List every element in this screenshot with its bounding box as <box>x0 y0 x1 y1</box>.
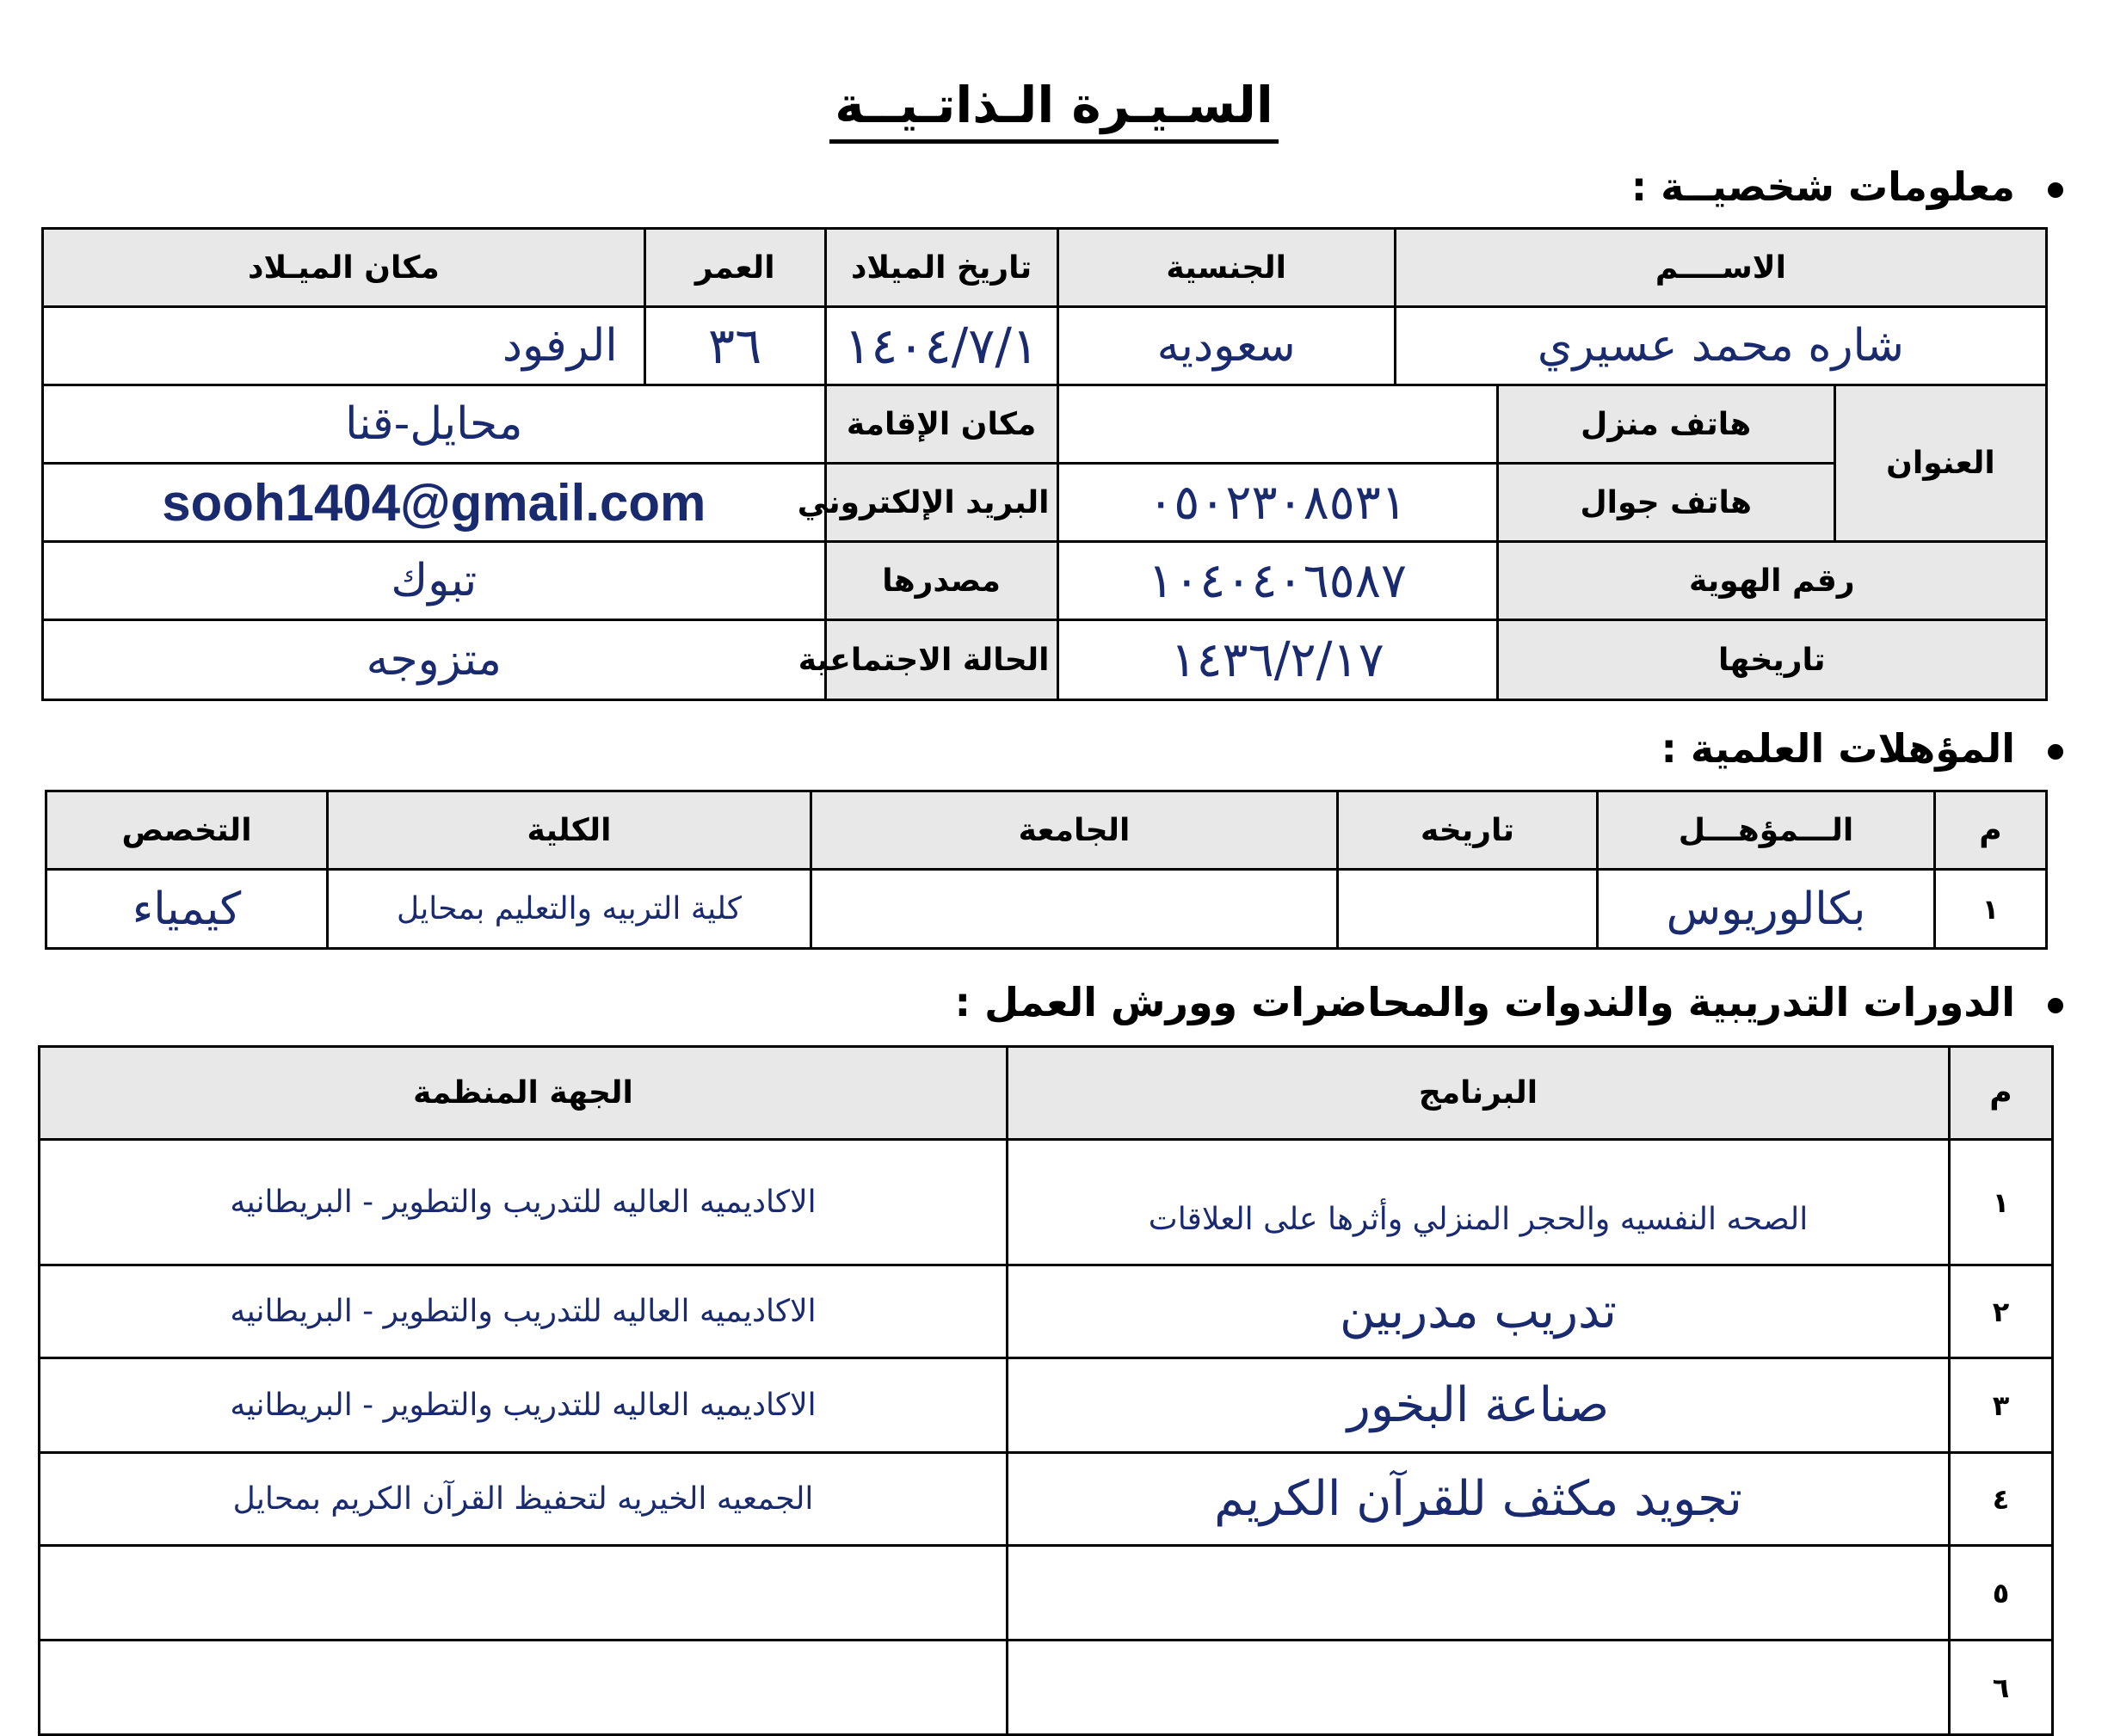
qual-header-college: الكلية <box>328 791 811 870</box>
table-row <box>40 1546 2053 1641</box>
name-value: شاره محمد عسيري <box>1395 307 2046 385</box>
course-organizer: الاكاديميه العاليه للتدريب والتطوير - البريطانيه <box>40 1265 1008 1358</box>
nationality-label: الجنسية <box>1057 229 1395 307</box>
home-phone-row <box>43 385 2047 464</box>
id-source-value: تبوك <box>43 542 826 620</box>
mobile-phone-value: ٠٥٠٢٣٠٨٥٣١ <box>1057 464 1497 542</box>
course-row-index: ١ <box>1950 1140 2053 1265</box>
course-program <box>1008 1641 1950 1735</box>
birth-date-label: تاريخ الميلاد <box>825 229 1057 307</box>
course-organizer <box>40 1546 1008 1641</box>
bullet-icon <box>2048 998 2063 1013</box>
course-row-index: ٤ <box>1950 1453 2053 1546</box>
course-program: صناعة البخور <box>1008 1358 1950 1453</box>
bullet-icon <box>2048 744 2063 760</box>
courses-header-row <box>40 1047 2053 1140</box>
course-program <box>1008 1546 1950 1641</box>
id-date-label: تاريخها <box>1497 620 2046 700</box>
course-organizer: الاكاديميه العاليه للتدريب والتطوير - البريطانيه <box>40 1358 1008 1453</box>
table-row <box>40 1140 2053 1265</box>
address-label: العنوان <box>1834 385 2046 542</box>
table-row <box>40 1358 2053 1453</box>
course-organizer: الاكاديميه العاليه للتدريب والتطوير - البريطانيه <box>40 1140 1008 1265</box>
course-row-index: ٦ <box>1950 1641 2053 1735</box>
courses-table <box>38 1045 2054 1736</box>
id-number-label: رقم الهوية <box>1497 542 2046 620</box>
qual-date-value <box>1338 870 1598 949</box>
qual-header-university: الجامعة <box>811 791 1338 870</box>
course-organizer <box>40 1641 1008 1735</box>
nationality-value: سعوديه <box>1057 307 1395 385</box>
qual-major-value: كيمياء <box>46 870 328 949</box>
name-label: الاســــم <box>1395 229 2046 307</box>
course-program: الصحه النفسيه والحجر المنزلي وأثرها على العلاقات <box>1008 1140 1950 1265</box>
residence-value: محايل-قنا <box>43 385 826 464</box>
birth-place-value: الرفود <box>43 307 645 385</box>
qual-college-value: كلية التربيه والتعليم بمحايل <box>328 870 811 949</box>
id-date-row <box>43 620 2047 700</box>
qual-header-degree: الـــمؤهـــل <box>1598 791 1935 870</box>
marital-status-value: متزوجه <box>43 620 826 700</box>
home-phone-value <box>1057 385 1497 464</box>
mobile-phone-label: هاتف جوال <box>1497 464 1834 542</box>
section-courses-heading: الدورات التدريبية والندوات والمحاضرات وورش العمل : <box>955 979 2063 1025</box>
course-organizer: الجمعيه الخيريه لتحفيظ القرآن الكريم بمحايل <box>40 1453 1008 1546</box>
course-program: تجويد مكثف للقرآن الكريم <box>1008 1453 1950 1546</box>
table-row <box>46 870 2047 949</box>
course-header-program: البرنامج <box>1008 1047 1950 1140</box>
id-number-row <box>43 542 2047 620</box>
qual-header-date: تاريخه <box>1338 791 1598 870</box>
email-label: البريد الإلكتروني <box>825 464 1057 542</box>
mobile-phone-row <box>43 464 2047 542</box>
course-header-index: م <box>1950 1047 2053 1140</box>
qual-university-value <box>811 870 1338 949</box>
marital-status-label: الحالة الاجتماعية <box>825 620 1057 700</box>
birth-date-value: ١٤٠٤/٧/١ <box>825 307 1057 385</box>
section-personal-heading: معلومات شخصيــة : <box>1631 163 2063 210</box>
id-number-value: ١٠٤٠٤٠٦٥٨٧ <box>1057 542 1497 620</box>
qual-degree-value: بكالوريوس <box>1598 870 1935 949</box>
bullet-icon <box>2048 182 2063 198</box>
qual-header-index: م <box>1935 791 2047 870</box>
id-source-label: مصدرها <box>825 542 1057 620</box>
age-label: العمر <box>644 229 825 307</box>
document-title: السـيـرة الـذاتـيــة <box>0 76 2108 144</box>
personal-info-table <box>41 227 2048 701</box>
qualifications-header-row <box>46 791 2047 870</box>
qual-row-index: ١ <box>1935 870 2047 949</box>
course-program: تدريب مدربين <box>1008 1265 1950 1358</box>
table-row <box>40 1641 2053 1735</box>
course-header-organizer: الجهة المنظمة <box>40 1047 1008 1140</box>
id-date-value: ١٤٣٦/٢/١٧ <box>1057 620 1497 700</box>
qual-header-major: التخصص <box>46 791 328 870</box>
course-row-index: ٢ <box>1950 1265 2053 1358</box>
qualifications-table <box>45 790 2048 950</box>
age-value: ٣٦ <box>644 307 825 385</box>
birth-place-label: مكان الميـلاد <box>43 229 645 307</box>
residence-label: مكان الإقامة <box>825 385 1057 464</box>
course-row-index: ٣ <box>1950 1358 2053 1453</box>
email-value: sooh1404@gmail.com <box>43 464 826 542</box>
section-qualifications-heading: المؤهلات العلمية : <box>1661 725 2063 772</box>
personal-header-row <box>43 229 2047 307</box>
course-row-index: ٥ <box>1950 1546 2053 1641</box>
table-row <box>40 1265 2053 1358</box>
personal-values-row <box>43 307 2047 385</box>
table-row <box>40 1453 2053 1546</box>
home-phone-label: هاتف منزل <box>1497 385 1834 464</box>
